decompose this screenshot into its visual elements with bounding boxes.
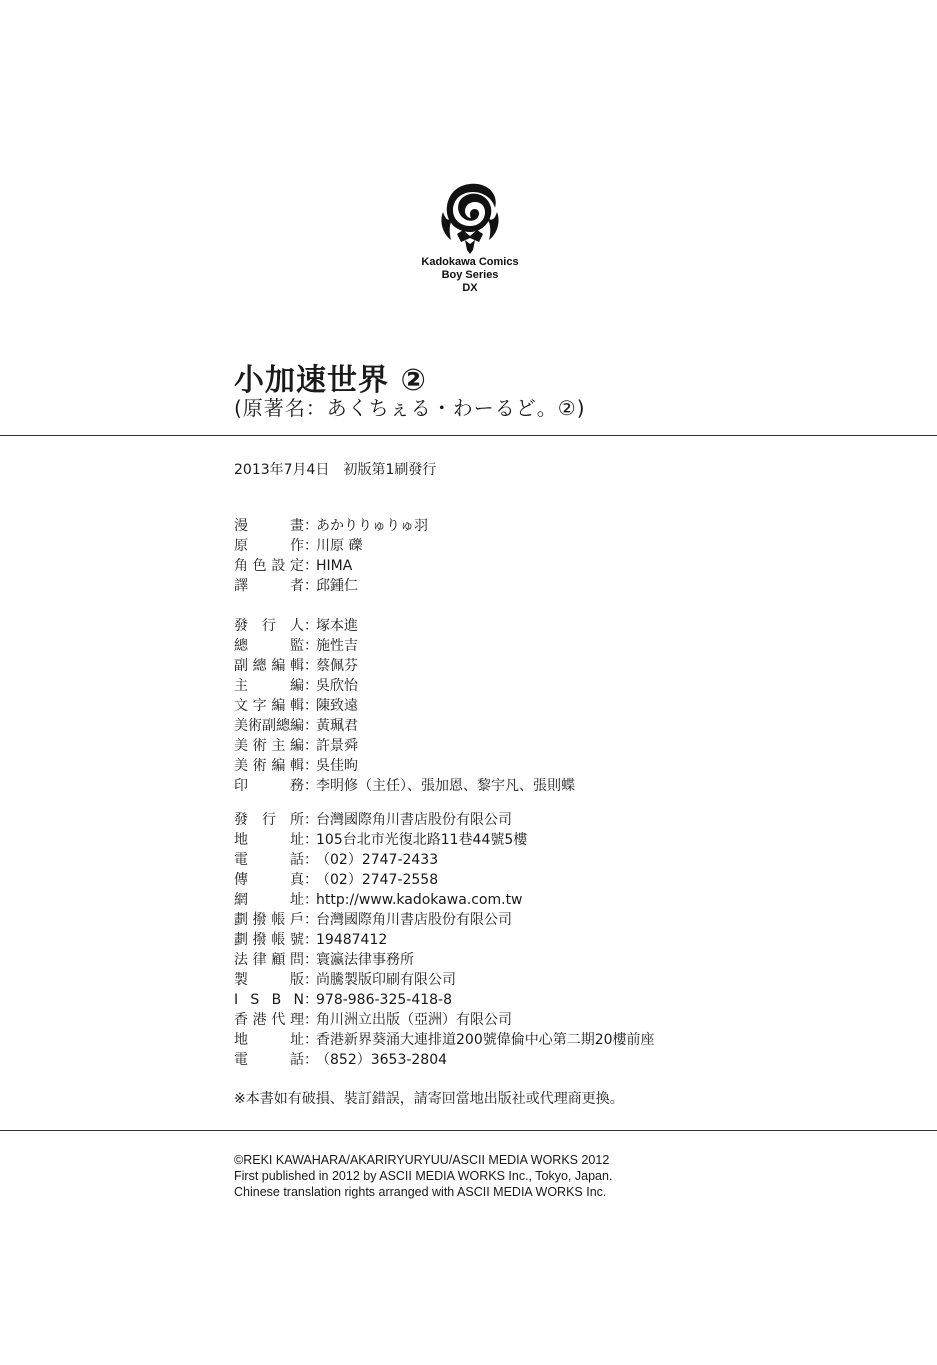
credit-row (234, 890, 655, 910)
credit-label: 劃 撥 帳 號 (234, 932, 304, 948)
credit-row (234, 830, 655, 850)
credit-value: 19487412 (316, 932, 388, 948)
credits-group-publisher (234, 810, 655, 1070)
credit-separator: ： (304, 758, 318, 774)
credit-row (234, 516, 428, 536)
credit-separator: ： (304, 538, 318, 554)
credit-label: 香 港 代 理 (234, 1012, 304, 1028)
credits-group-creators (234, 516, 428, 596)
credit-row (234, 556, 428, 576)
credit-value: 塚本進 (316, 618, 358, 634)
credit-row (234, 870, 655, 890)
credit-value: あかりりゅりゅ羽 (316, 518, 428, 534)
credit-value: 台灣國際角川書店股份有限公司 (316, 812, 512, 828)
credit-separator: ： (304, 972, 318, 988)
credit-separator: ： (304, 912, 318, 928)
publish-date: 2013年7月4日 初版第1刷發行 (234, 462, 437, 478)
credit-row (234, 716, 575, 736)
credit-label: 總 監 (234, 638, 304, 654)
credit-separator: ： (304, 992, 318, 1008)
credit-value: 邱鍾仁 (316, 578, 358, 594)
credit-value: 吳欣怡 (316, 678, 358, 694)
credit-separator: ： (304, 658, 318, 674)
credit-separator: ： (304, 638, 318, 654)
credit-separator: ： (304, 1052, 318, 1068)
credit-value: （02）2747-2558 (316, 872, 439, 888)
credit-value: HIMA (316, 558, 353, 574)
credit-label: I S B N (234, 992, 304, 1008)
credit-row (234, 1050, 655, 1070)
copyright-line: ©REKI KAWAHARA/AKARIRYURYUU/ASCII MEDIA WORKS 2012 (234, 1153, 610, 1167)
credit-value: 角川洲立出版（亞洲）有限公司 (316, 1012, 512, 1028)
credit-value: （852）3653-2804 (316, 1052, 448, 1068)
credit-row (234, 930, 655, 950)
credit-separator: ： (304, 678, 318, 694)
divider-bottom (0, 1130, 937, 1131)
credit-label: 法 律 顧 問 (234, 952, 304, 968)
credit-value: 施性吉 (316, 638, 358, 654)
translation-rights-line: Chinese translation rights arranged with ASCII MEDIA WORKS Inc. (234, 1185, 607, 1199)
credit-label: 網 址 (234, 892, 304, 908)
credit-value: 陳致遠 (316, 698, 358, 714)
credit-separator: ： (304, 932, 318, 948)
credit-separator: ： (304, 558, 318, 574)
credit-separator: ： (304, 738, 318, 754)
credits-group-staff (234, 616, 575, 796)
publication-line: First published in 2012 by ASCII MEDIA WORKS Inc., Tokyo, Japan. (234, 1169, 613, 1183)
imprint-line-1: Kadokawa Comics (421, 256, 519, 268)
replacement-notice: ※本書如有破損、裝訂錯誤，請寄回當地出版社或代理商更換。 (234, 1091, 624, 1107)
credit-value: 黃珮君 (316, 718, 358, 734)
credit-value: 蔡佩芬 (316, 658, 358, 674)
credit-label: 副 總 編 輯 (234, 658, 304, 674)
credit-separator: ： (304, 1012, 318, 1028)
credit-separator: ： (304, 872, 318, 888)
credit-row (234, 696, 575, 716)
credit-separator: ： (304, 852, 318, 868)
credit-row (234, 736, 575, 756)
credit-value: 台灣國際角川書店股份有限公司 (316, 912, 512, 928)
credit-label: 美 術 編 輯 (234, 758, 304, 774)
credit-value: （02）2747-2433 (316, 852, 439, 868)
credit-value: http://www.kadokawa.com.tw (316, 892, 523, 908)
credit-value: 許景舜 (316, 738, 358, 754)
credit-row (234, 536, 428, 556)
credit-label: 發 行 所 (234, 812, 304, 828)
credit-value: 105台北市光復北路11巷44號5樓 (316, 832, 528, 848)
original-title: (原著名：あくちぇる・わーるど。②) (234, 396, 586, 420)
credit-row (234, 756, 575, 776)
credit-value: 吳佳昫 (316, 758, 358, 774)
credit-row (234, 850, 655, 870)
phoenix-crest-icon (435, 178, 505, 256)
credit-separator: ： (304, 832, 318, 848)
credit-label: 原 作 (234, 538, 304, 554)
credit-label: 電 話 (234, 852, 304, 868)
credit-separator: ： (304, 698, 318, 714)
credit-row (234, 910, 655, 930)
credit-separator: ： (304, 618, 318, 634)
credit-value: 978-986-325-418-8 (316, 992, 453, 1008)
credit-label: 美 術 主 編 (234, 738, 304, 754)
credit-label: 美 術 副 總 編 (234, 718, 304, 734)
book-title: 小加速世界 ② (234, 363, 427, 398)
credit-separator: ： (304, 892, 318, 908)
credit-separator: ： (304, 812, 318, 828)
publisher-logo (400, 178, 540, 295)
copyright-block (234, 1152, 612, 1200)
credit-row (234, 636, 575, 656)
credit-label: 印 務 (234, 778, 304, 794)
credit-label: 地 址 (234, 832, 304, 848)
credit-row (234, 676, 575, 696)
credit-value: 寰瀛法律事務所 (316, 952, 414, 968)
credit-label: 主 編 (234, 678, 304, 694)
credit-separator: ： (304, 1032, 318, 1048)
credit-label: 漫 畫 (234, 518, 304, 534)
credit-label: 製 版 (234, 972, 304, 988)
credit-label: 發 行 人 (234, 618, 304, 634)
credit-value: 香港新界葵涌大連排道200號偉倫中心第二期20樓前座 (316, 1032, 655, 1048)
credit-row (234, 616, 575, 636)
credit-row (234, 656, 575, 676)
credit-label: 地 址 (234, 1032, 304, 1048)
credit-separator: ： (304, 518, 318, 534)
credit-label: 電 話 (234, 1052, 304, 1068)
credit-label: 角 色 設 定 (234, 558, 304, 574)
credit-row (234, 576, 428, 596)
imprint-line-3: DX (462, 282, 478, 294)
credit-row (234, 950, 655, 970)
credit-row (234, 970, 655, 990)
imprint-line-2: Boy Series (441, 269, 499, 281)
credit-value: 尚騰製版印刷有限公司 (316, 972, 456, 988)
credit-row (234, 1010, 655, 1030)
credit-row (234, 810, 655, 830)
credit-row (234, 990, 655, 1010)
divider-top (0, 435, 937, 436)
credit-separator: ： (304, 718, 318, 734)
credit-row (234, 1030, 655, 1050)
credit-separator: ： (304, 578, 318, 594)
credit-label: 傳 真 (234, 872, 304, 888)
credit-label: 譯 者 (234, 578, 304, 594)
credit-separator: ： (304, 952, 318, 968)
credit-label: 文 字 編 輯 (234, 698, 304, 714)
credit-value: 川原 礫 (316, 538, 363, 554)
credit-separator: ： (304, 778, 318, 794)
credit-label: 劃 撥 帳 戶 (234, 912, 304, 928)
credit-row (234, 776, 575, 796)
credit-value: 李明修（主任）、張加恩、黎宇凡、張則蝶 (316, 778, 575, 794)
